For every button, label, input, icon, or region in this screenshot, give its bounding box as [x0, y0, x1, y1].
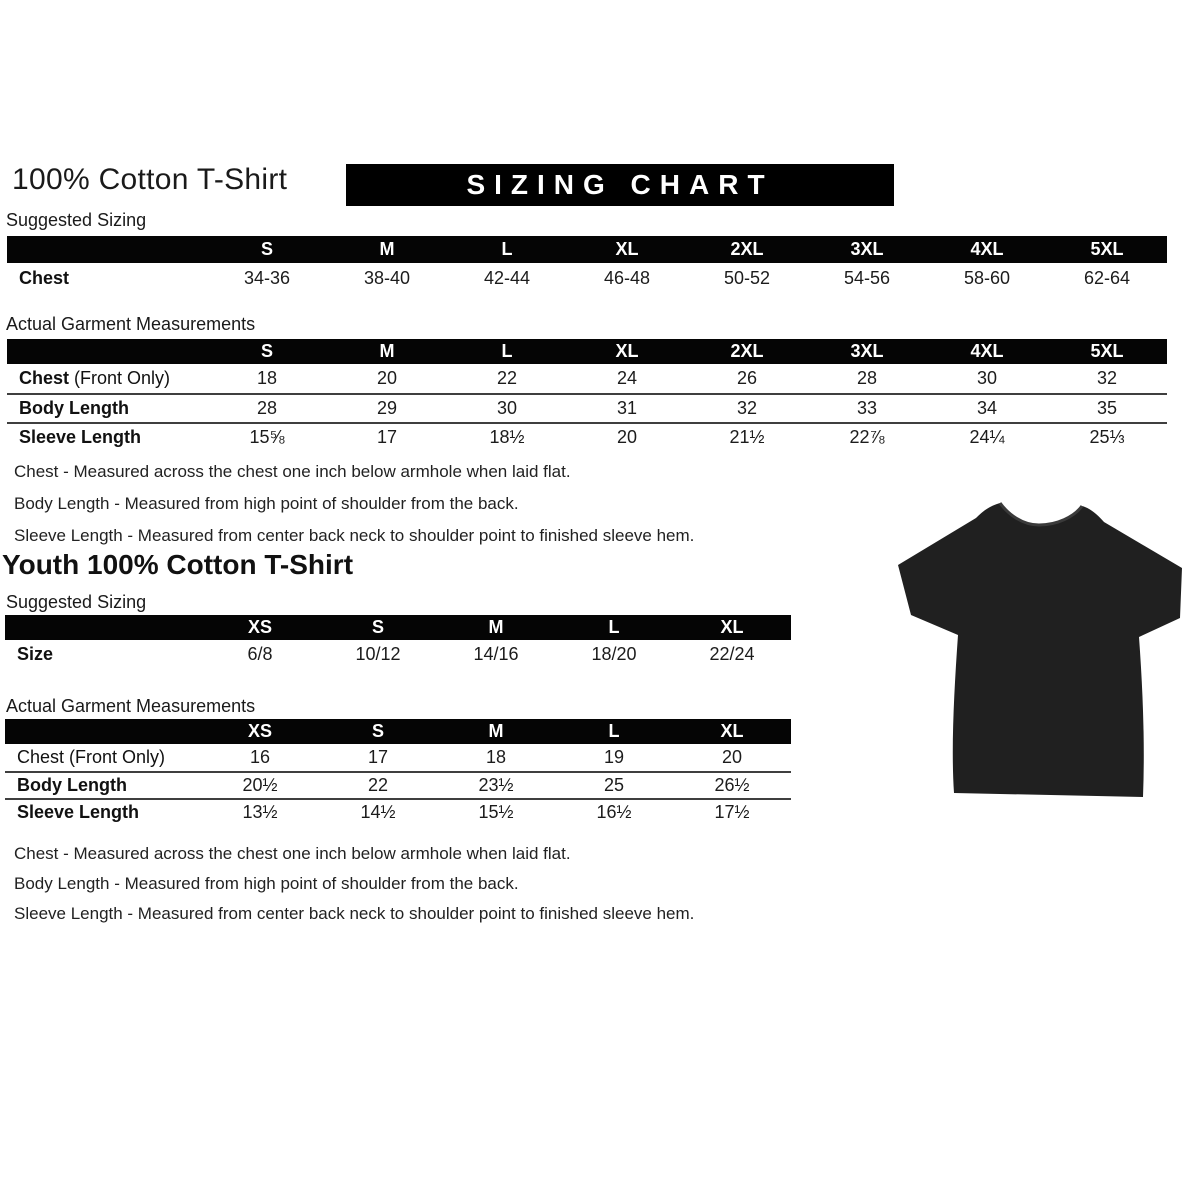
table-cell: 21½ [729, 427, 765, 447]
header-cell-5xl: 5XL [1090, 239, 1124, 259]
header-cell-xl: XL [615, 341, 639, 361]
table-cell: 28 [256, 398, 278, 418]
table-cell: 18/20 [591, 644, 637, 664]
note-sleeve-length: Sleeve Length - Measured from center back neck to shoulder point to finished sleeve hem. [14, 904, 695, 923]
note-chest: Chest - Measured across the chest one inch below armhole when laid flat. [14, 462, 571, 481]
row-label: Sleeve Length [19, 427, 142, 447]
table-cell: 34 [976, 398, 998, 418]
table-cell: 15½ [478, 802, 514, 822]
table-cell: 58-60 [963, 267, 1011, 288]
row-label-suffix: (Front Only) [69, 368, 171, 388]
row-label: Chest [19, 267, 70, 288]
note-chest: Chest - Measured across the chest one inch below armhole when laid flat. [14, 844, 571, 863]
table-row-sleeve-length [5, 798, 791, 825]
header-cell-m: M [488, 617, 504, 637]
table-cell: 34-36 [243, 267, 291, 288]
table-cell: 32 [736, 398, 758, 418]
header-cell-2xl: 2XL [730, 341, 764, 361]
row-label [7, 368, 207, 389]
header-cell-m: M [379, 341, 395, 361]
table-cell: 22/24 [709, 644, 755, 664]
sizing-chart-banner: SIZING CHART [346, 164, 894, 206]
youth-section-title: Youth 100% Cotton T-Shirt [2, 549, 354, 580]
table-cell: 14/16 [473, 644, 519, 664]
row-label-main: Chest [19, 368, 70, 388]
header-cell-l: L [501, 239, 513, 259]
table-row-sleeve-length [7, 422, 1167, 451]
table-cell: 24¼ [969, 427, 1005, 447]
table-header-row [7, 236, 1167, 263]
header-cell-s: S [260, 239, 273, 259]
table-row-chest [7, 263, 1167, 293]
table-cell: 22 [496, 368, 518, 388]
note-body-length: Body Length - Measured from high point of shoulder from the back. [14, 494, 519, 513]
table-cell: 17½ [714, 802, 750, 822]
table-cell: 22⅞ [849, 427, 885, 447]
youth-suggested-sizing-table [5, 615, 791, 669]
table-cell: 62-64 [1083, 267, 1131, 288]
header-cell-m: M [379, 239, 395, 259]
row-label: Body Length [17, 775, 127, 795]
table-cell: 24 [616, 368, 638, 388]
table-cell: 38-40 [363, 267, 411, 288]
header-cell-xl: XL [615, 239, 639, 259]
table-cell: 20 [721, 747, 743, 767]
header-cell-xl: XL [720, 721, 744, 741]
youth-actual-measurements-label: Actual Garment Measurements [6, 696, 256, 716]
table-cell: 14½ [360, 802, 396, 822]
table-cell: 46-48 [603, 267, 651, 288]
table-header-row [5, 719, 791, 744]
table-cell: 25 [603, 775, 625, 795]
table-header-row [5, 615, 791, 640]
youth-actual-measurements-table [5, 719, 791, 825]
table-cell: 19 [603, 747, 625, 767]
header-cell-xs: XS [247, 617, 272, 637]
table-cell: 17 [376, 427, 398, 447]
table-cell: 23½ [478, 775, 514, 795]
header-cell-s: S [371, 721, 384, 741]
header-cell-s: S [371, 617, 384, 637]
table-cell: 20 [616, 427, 638, 447]
table-row-body-length [5, 771, 791, 798]
table-cell: 54-56 [843, 267, 891, 288]
table-row-chest-front-only [7, 364, 1167, 393]
adult-actual-measurements-label: Actual Garment Measurements [6, 314, 256, 334]
table-cell: 15⅝ [249, 427, 285, 447]
table-cell: 18 [485, 747, 507, 767]
header-cell-xs: XS [247, 721, 272, 741]
adult-suggested-sizing-label: Suggested Sizing [6, 210, 147, 230]
table-cell: 13½ [242, 802, 278, 822]
row-label: Size [17, 644, 54, 664]
row-label: Body Length [19, 398, 129, 418]
table-cell: 22 [367, 775, 389, 795]
youth-measurement-notes [14, 839, 694, 929]
table-cell: 25⅓ [1089, 427, 1125, 447]
table-row-size [5, 640, 791, 669]
table-cell: 30 [496, 398, 518, 418]
table-row-body-length [7, 393, 1167, 422]
table-cell: 28 [856, 368, 878, 388]
table-cell: 29 [376, 398, 398, 418]
tshirt-silhouette [898, 503, 1182, 797]
row-label: Chest (Front Only) [17, 747, 166, 767]
header-cell-xl: XL [720, 617, 744, 637]
header-cell-l: L [608, 721, 620, 741]
adult-section-title: 100% Cotton T-Shirt [12, 163, 288, 196]
header-cell-4xl: 4XL [970, 341, 1004, 361]
table-cell: 18 [256, 368, 278, 388]
row-label: Sleeve Length [17, 802, 140, 822]
table-cell: 6/8 [247, 644, 273, 664]
note-body-length: Body Length - Measured from high point of shoulder from the back. [14, 874, 519, 893]
tshirt-image [888, 487, 1188, 807]
note-sleeve-length: Sleeve Length - Measured from center back neck to shoulder point to finished sleeve hem. [14, 526, 695, 545]
table-cell: 16½ [596, 802, 632, 822]
header-cell-s: S [260, 341, 273, 361]
table-cell: 30 [976, 368, 998, 388]
header-cell-3xl: 3XL [850, 239, 884, 259]
table-cell: 32 [1096, 368, 1118, 388]
youth-suggested-sizing-label: Suggested Sizing [6, 592, 147, 612]
header-cell-4xl: 4XL [970, 239, 1004, 259]
table-cell: 10/12 [355, 644, 401, 664]
header-cell-m: M [488, 721, 504, 741]
table-header-row [7, 339, 1167, 364]
adult-suggested-sizing-table [7, 236, 1167, 293]
table-row-chest-front-only [5, 744, 791, 771]
header-cell-5xl: 5XL [1090, 341, 1124, 361]
adult-measurement-notes [14, 456, 694, 552]
table-cell: 31 [616, 398, 638, 418]
table-cell: 18½ [489, 427, 525, 447]
table-cell: 42-44 [483, 267, 531, 288]
table-cell: 33 [856, 398, 878, 418]
table-cell: 35 [1096, 398, 1118, 418]
table-cell: 16 [249, 747, 271, 767]
table-cell: 26 [736, 368, 758, 388]
header-cell-2xl: 2XL [730, 239, 764, 259]
table-cell: 20½ [242, 775, 278, 795]
table-cell: 50-52 [723, 267, 771, 288]
table-cell: 17 [367, 747, 389, 767]
adult-actual-measurements-table [7, 339, 1167, 451]
header-cell-l: L [608, 617, 620, 637]
header-cell-3xl: 3XL [850, 341, 884, 361]
table-cell: 26½ [714, 775, 750, 795]
table-cell: 20 [376, 368, 398, 388]
header-cell-l: L [501, 341, 513, 361]
